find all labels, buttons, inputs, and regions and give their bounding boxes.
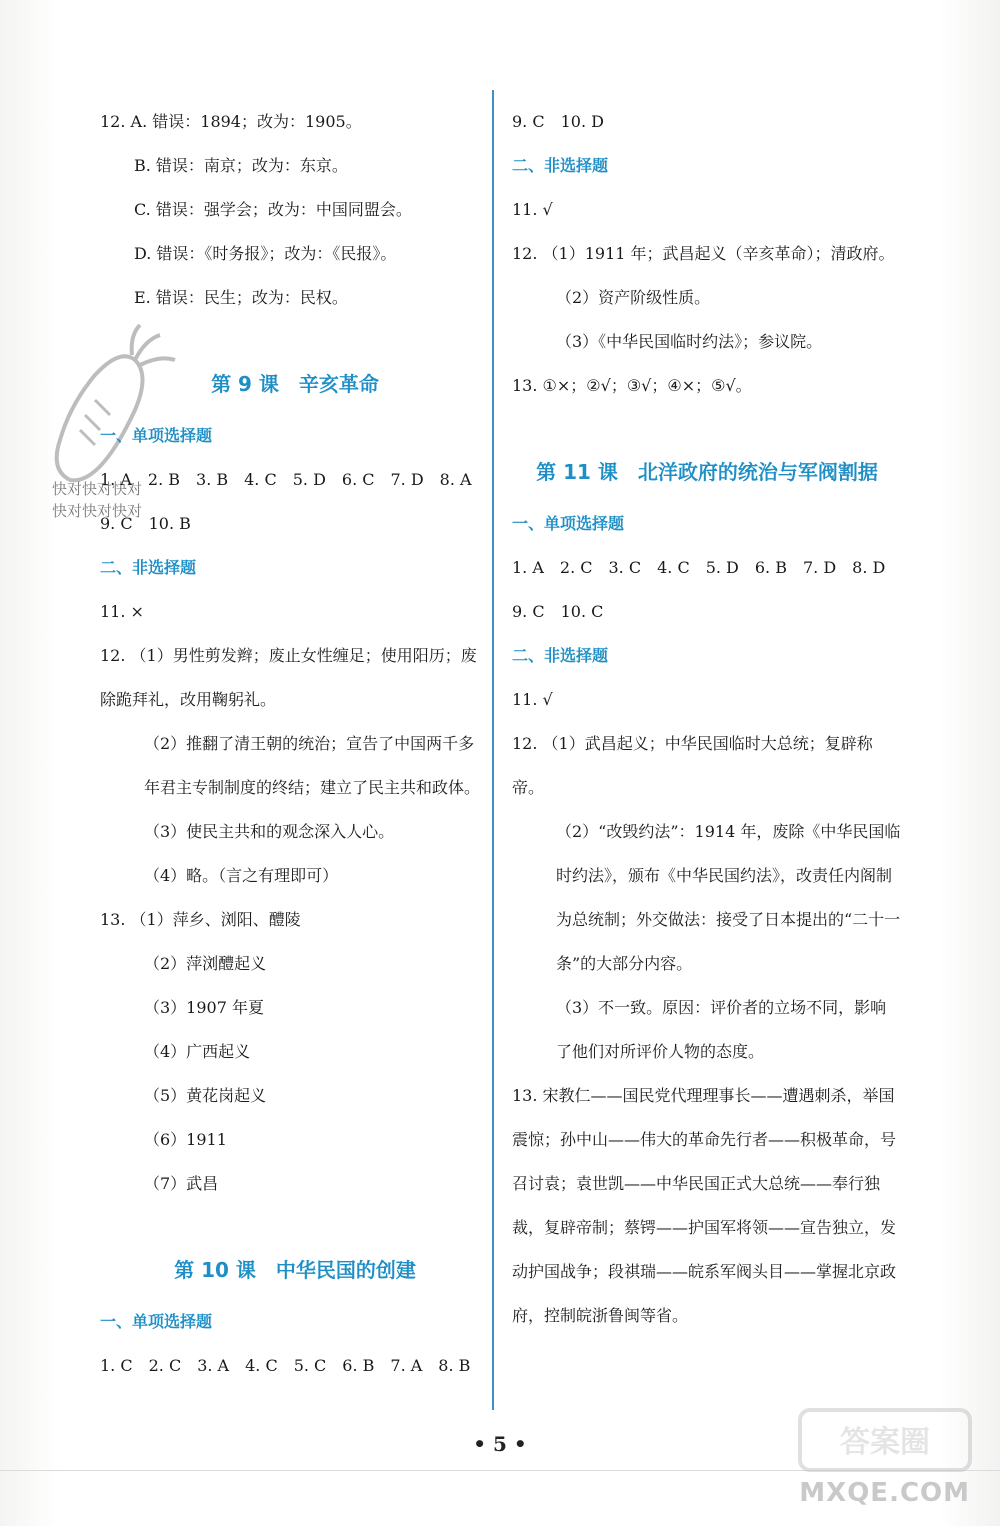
section-title: 二、非选择题 [512, 156, 609, 175]
answer-paragraph: 12. （1）男性剪发辫；废止女性缠足；使用阳历；废除跪拜礼，改用鞠躬礼。 [100, 646, 477, 709]
answer-line: 9. C 10. B [100, 514, 191, 533]
answer-line: 9. C 10. C [512, 602, 604, 621]
lesson-title: 第 9 课 辛亥革命 [211, 372, 379, 396]
answer-line: （4）略。（言之有理即可） [144, 866, 339, 885]
lesson-title: 第 10 课 中华民国的创建 [174, 1258, 416, 1282]
left-column [100, 100, 490, 1388]
answer-line: （2）萍浏醴起义 [144, 954, 267, 973]
watermark-url: MXQE.COM [799, 1478, 970, 1508]
answer-line: （3）《中华民国临时约法》；参议院。 [556, 332, 823, 351]
answer-line: （6）1911 [144, 1130, 227, 1149]
watermark-logo-text: 答案圈 [840, 1425, 930, 1460]
answer-line: （5）黄花岗起义 [144, 1086, 267, 1105]
answer-line: 9. C 10. D [512, 112, 604, 131]
section-title: 一、单项选择题 [512, 514, 625, 533]
page-number: • 5 • [473, 1432, 527, 1456]
answer-line: 13. （1）萍乡、浏阳、醴陵 [100, 910, 301, 929]
answer-line: 12. A. 错误：1894；改为：1905。 [100, 112, 362, 131]
lesson-title: 第 11 课 北洋政府的统治与军阀割据 [536, 460, 878, 484]
answer-line: （3）1907 年夏 [144, 998, 264, 1017]
column-divider [492, 90, 494, 1410]
answer-line: 11. √ [512, 690, 553, 709]
answer-line: 1. C 2. C 3. A 4. C 5. C 6. B 7. A 8. B [100, 1356, 471, 1375]
section-title: 二、非选择题 [512, 646, 609, 665]
watermark-line: 快对快对快对 [52, 480, 143, 498]
answer-line: （3）使民主共和的观念深入人心。 [144, 822, 395, 841]
answer-paragraph: （3）不一致。原因：评价者的立场不同，影响了他们对所评价人物的态度。 [556, 998, 887, 1061]
section-title: 二、非选择题 [100, 558, 197, 577]
answer-paragraph: 12. （1）武昌起义；中华民国临时大总统；复辟称帝。 [512, 734, 873, 797]
section-title: 一、单项选择题 [100, 1312, 213, 1331]
answer-line: B. 错误：南京；改为：东京。 [134, 156, 348, 175]
answer-line: E. 错误：民生；改为：民权。 [134, 288, 348, 307]
answer-line: 13. ①×；②√；③√；④×；⑤√。 [512, 376, 752, 395]
answer-line: 11. √ [512, 200, 553, 219]
right-column [512, 100, 902, 1338]
answer-line: 11. × [100, 602, 144, 621]
answer-paragraph: （2）“改毁约法”：1914 年，废除《中华民国临时约法》，颁布《中华民国约法》，改责任内阁制为总统制；外交做法：接受了日本提出的“二十一条”的大部分内容。 [556, 822, 901, 973]
answer-line: 1. A 2. C 3. C 4. C 5. D 6. B 7. D 8. D [512, 558, 886, 577]
watermark-line: 快对快对快对 [52, 502, 143, 520]
section-title: 一、单项选择题 [100, 426, 213, 445]
answer-paragraph: （2）推翻了清王朝的统治；宣告了中国两千多年君主专制制度的终结；建立了民主共和政体。 [144, 734, 481, 797]
answer-line: （7）武昌 [144, 1174, 219, 1193]
answer-paragraph: 12. （1）1911 年；武昌起义（辛亥革命）；清政府。 [512, 244, 895, 263]
answer-line: （4）广西起义 [144, 1042, 251, 1061]
answer-line: C. 错误：强学会；改为：中国同盟会。 [134, 200, 412, 219]
answer-line: D. 错误：《时务报》；改为：《民报》。 [134, 244, 397, 263]
answer-line: 1. A 2. B 3. B 4. C 5. D 6. C 7. D 8. A [100, 470, 472, 489]
answer-line: （2）资产阶级性质。 [556, 288, 711, 307]
answer-paragraph: 13. 宋教仁——国民党代理理事长——遭遇刺杀，举国震惊；孙中山——伟大的革命先行者——积极革命，号召讨袁；袁世凯——中华民国正式大总统——奉行独裁，复辟帝制；蔡锷——护国军将领——宣告独立，发动护国战争；段祺瑞——皖系军阀头目——掌握北京政府，控制皖浙鲁闽等省。 [512, 1086, 897, 1325]
